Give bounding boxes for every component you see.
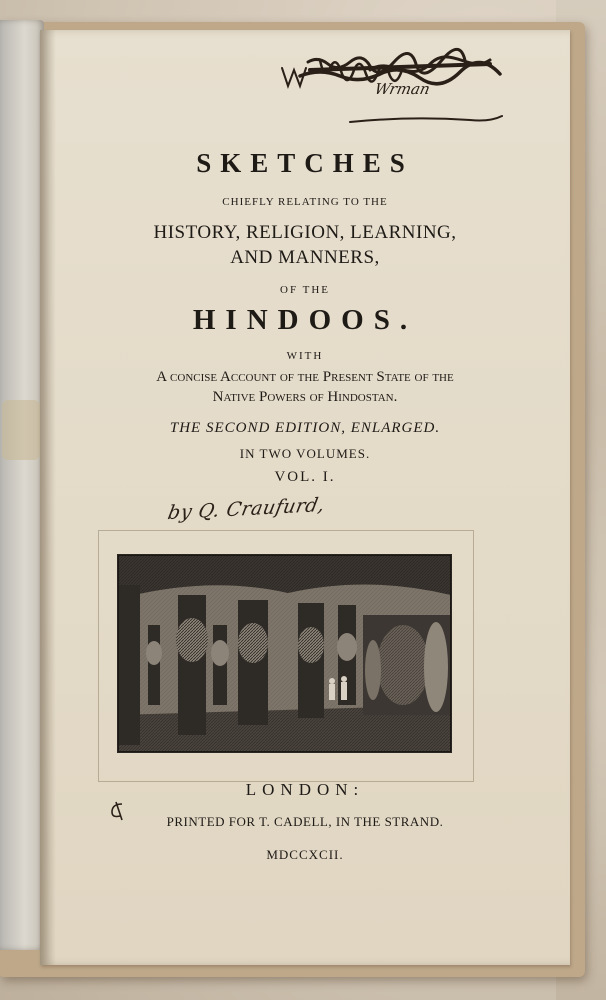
temple-cave-engraving-icon — [118, 555, 451, 752]
volume-number: VOL. I. — [274, 469, 336, 485]
edition: THE SECOND EDITION, ENLARGED. — [169, 420, 441, 436]
subtitle-line-2: AND MANNERS, — [230, 247, 380, 268]
author-handwritten-note: by Q. Craufurd, — [165, 493, 327, 525]
volumes: IN TWO VOLUMES. — [239, 446, 371, 461]
account-line-2: Native Powers of Hindostan. — [212, 389, 398, 405]
main-subject: HINDOOS. — [192, 304, 418, 336]
subtitle-line-1: HISTORY, RELIGION, LEARNING, — [153, 222, 457, 243]
with-label: WITH — [286, 350, 324, 362]
imprint-date: MDCCXCII. — [266, 847, 344, 862]
book-title: SKETCHES — [196, 148, 414, 178]
page-stain — [2, 400, 40, 460]
engraving-image — [118, 555, 451, 752]
subtitle-small: CHIEFLY RELATING TO THE — [222, 196, 388, 208]
imprint-place: LONDON: — [245, 780, 365, 799]
owner-signature-text: Wrman — [373, 80, 432, 98]
imprint-printer: PRINTED FOR T. CADELL, IN THE STRAND. — [166, 814, 444, 829]
left-page-edge — [0, 20, 44, 950]
account-line-1: A concise Account of the Present State of the — [156, 369, 454, 385]
of-the: OF THE — [280, 284, 330, 296]
